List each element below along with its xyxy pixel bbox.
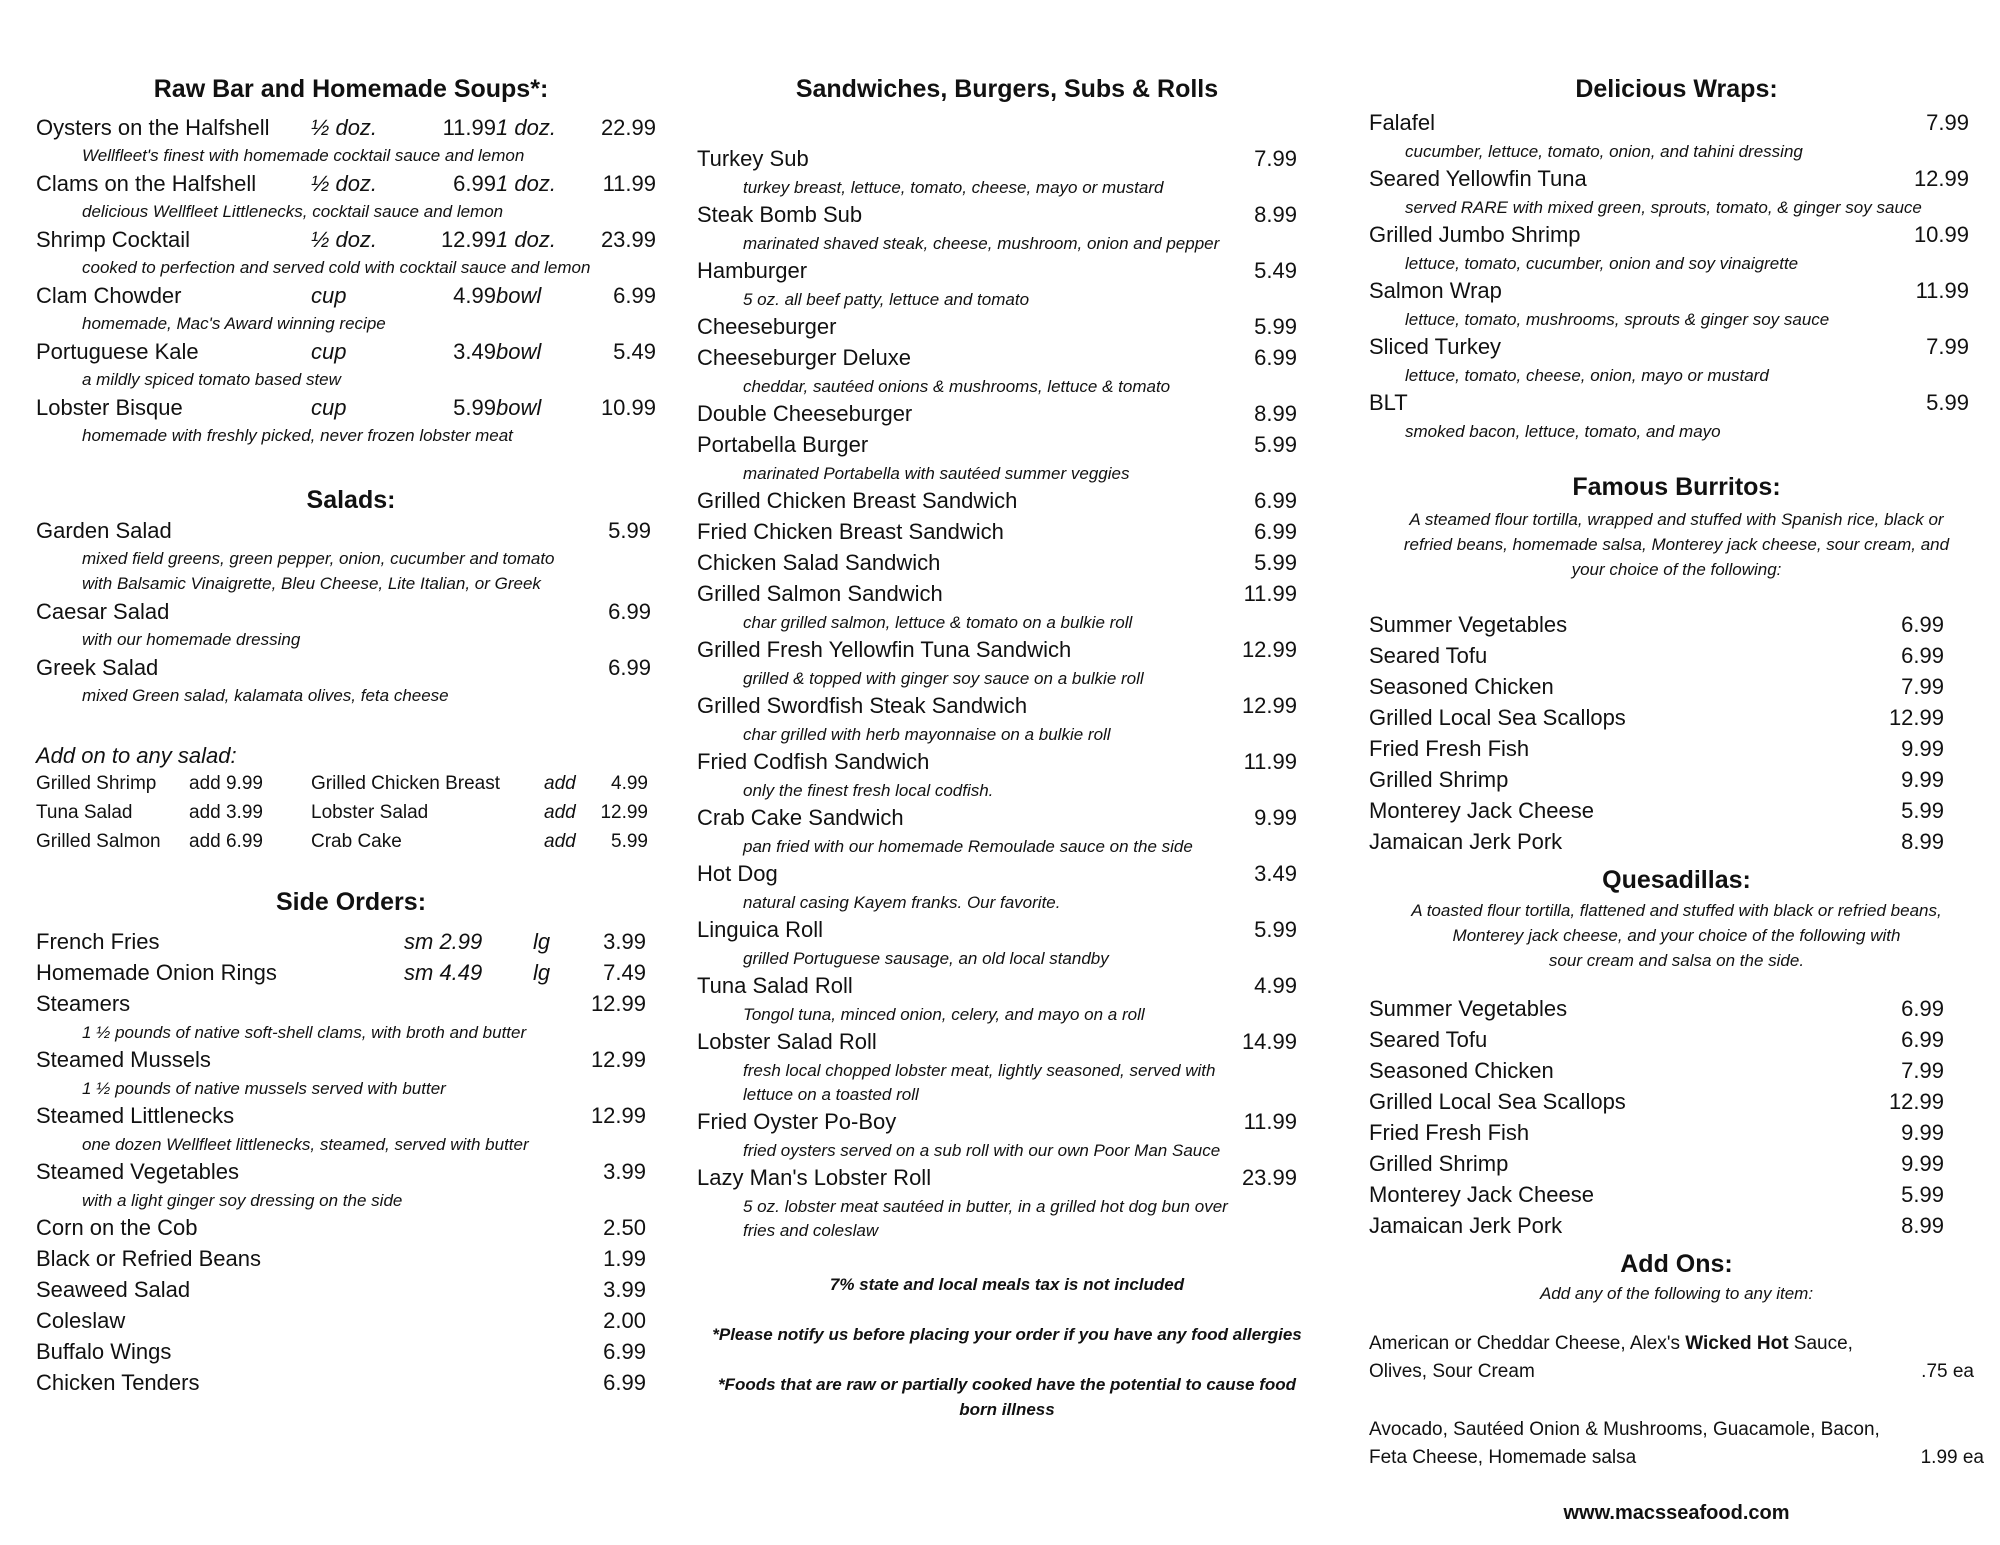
menu-item-name: Sliced Turkey [1369, 334, 1502, 359]
menu-item-name: Clams on the Halfshell [36, 171, 257, 196]
small-price: sm 2.99 [404, 929, 483, 954]
price: 9.99 [1901, 736, 1944, 761]
menu-item-name: Grilled Salmon Sandwich [697, 581, 943, 606]
menu-item-description: a mildly spiced tomato based stew [82, 370, 341, 389]
price: 6.99 [1901, 996, 1944, 1021]
menu-item-description: cheddar, sautéed onions & mushrooms, lettuce & tomato [743, 377, 1171, 396]
menu-item-name: Grilled Local Sea Scallops [1369, 705, 1626, 730]
menu-item-description: lettuce, tomato, cucumber, onion and soy vinaigrette [1405, 254, 1799, 273]
price: 8.99 [1254, 202, 1297, 227]
burritos-intro [1369, 507, 1984, 582]
menu-item-name: Summer Vegetables [1369, 996, 1568, 1021]
price: 6.99 [613, 283, 656, 308]
price: 6.99 [453, 171, 496, 196]
menu-item-name: Jamaican Jerk Pork [1369, 829, 1563, 854]
menu-item-description: one dozen Wellfleet littlenecks, steamed, served with butter [82, 1135, 529, 1154]
price: 12.99 [590, 1103, 646, 1128]
menu-item-description: mixed Green salad, kalamata olives, feta cheese [82, 686, 449, 705]
menu-item-description: fried oysters served on a sub roll with our own Poor Man Sauce [743, 1141, 1221, 1160]
size-label: cup [311, 395, 347, 420]
raw-food-note-2: born illness [959, 1400, 1055, 1419]
burritos-intro-line-3: your choice of the following: [1571, 560, 1782, 579]
price: 5.99 [1254, 314, 1297, 339]
menu-item-name: Fried Oyster Po-Boy [697, 1109, 897, 1134]
addon-name: Crab Cake [311, 831, 402, 852]
price: 12.99 [1888, 705, 1944, 730]
addon-label: add [544, 802, 576, 823]
menu-item-description: lettuce on a toasted roll [743, 1085, 919, 1104]
price: 5.99 [1254, 917, 1297, 942]
price: 3.99 [603, 929, 646, 954]
addon-name: Tuna Salad [36, 802, 133, 823]
menu-item-description: marinated shaved steak, cheese, mushroom, onion and pepper [743, 234, 1220, 253]
price: 12.99 [1913, 166, 1969, 191]
menu-item-description: char grilled with herb mayonnaise on a bulkie roll [743, 725, 1111, 744]
quesadillas-intro [1369, 898, 1984, 973]
menu-item-name: Crab Cake Sandwich [697, 805, 904, 830]
price: 5.49 [613, 339, 656, 364]
addon-name: Lobster Salad [311, 802, 429, 823]
size-label: ½ doz. [311, 115, 378, 140]
price: 8.99 [1901, 1213, 1944, 1238]
menu-item-description: only the finest fresh local codfish. [743, 781, 994, 800]
price: 7.49 [603, 960, 646, 985]
addon-name: Grilled Salmon [36, 831, 161, 852]
addon-price: add 6.99 [189, 831, 263, 852]
price: 6.99 [1901, 612, 1944, 637]
menu-item-description: 5 oz. all beef patty, lettuce and tomato [743, 290, 1030, 309]
menu-item-name: Greek Salad [36, 655, 159, 680]
menu-item-name: Steamed Mussels [36, 1047, 211, 1072]
price: 5.99 [1254, 432, 1297, 457]
price: 6.99 [603, 1339, 646, 1364]
price: 12.99 [590, 1047, 646, 1072]
menu-item-name: Tuna Salad Roll [697, 973, 853, 998]
addon-name: Grilled Shrimp [36, 773, 157, 794]
menu-item-description: grilled Portuguese sausage, an old local standby [743, 949, 1109, 968]
addon-price: 12.99 [600, 802, 648, 823]
size-label: ½ doz. [311, 227, 378, 252]
quesadillas-title: Quesadillas: [1602, 866, 1751, 894]
menu-item-name: Seasoned Chicken [1369, 674, 1554, 699]
menu-item-name: Corn on the Cob [36, 1215, 198, 1240]
raw-food-note: *Foods that are raw or partially cooked have the potential to cause food [717, 1375, 1297, 1394]
size-label: cup [311, 283, 347, 308]
price: 8.99 [1901, 829, 1944, 854]
price: 11.99 [1243, 1109, 1297, 1134]
menu-item-name: Grilled Shrimp [1369, 767, 1509, 792]
burritos-intro-line-1: A steamed flour tortilla, wrapped and stuffed with Spanish rice, black or [1409, 510, 1944, 529]
price: 5.49 [1254, 258, 1297, 283]
menu-item-name: Jamaican Jerk Pork [1369, 1213, 1563, 1238]
menu-item-name: Fried Fresh Fish [1369, 736, 1530, 761]
menu-item-name: Coleslaw [36, 1308, 126, 1333]
menu-item-description: served RARE with mixed green, sprouts, tomato, & ginger soy sauce [1405, 198, 1922, 217]
price: 7.99 [1926, 110, 1969, 135]
price: 5.99 [1254, 550, 1297, 575]
menu-item-description: 5 oz. lobster meat sautéed in butter, in a grilled hot dog bun over [743, 1197, 1228, 1216]
menu-item-name: Seasoned Chicken [1369, 1058, 1554, 1083]
price: 2.00 [603, 1308, 646, 1333]
menu-item-description: Tongol tuna, minced onion, celery, and mayo on a roll [743, 1005, 1145, 1024]
menu-item-name: Oysters on the Halfshell [36, 115, 270, 140]
addons-subtitle: Add any of the following to any item: [1539, 1284, 1814, 1303]
price: 4.99 [1254, 973, 1297, 998]
price: 11.99 [602, 171, 656, 196]
menu-item-name: Seared Yellowfin Tuna [1369, 166, 1587, 191]
addons-price-2: 1.99 ea [1920, 1447, 1984, 1468]
price: 14.99 [1241, 1029, 1297, 1054]
size-label: bowl [496, 395, 542, 420]
menu-item-name: Clam Chowder [36, 283, 182, 308]
price: 12.99 [1888, 1089, 1944, 1114]
menu-item-name: Grilled Chicken Breast Sandwich [697, 488, 1018, 513]
price: 5.99 [1926, 390, 1969, 415]
price: 6.99 [1254, 488, 1297, 513]
addon-label: add [544, 773, 576, 794]
addon-price: add 9.99 [189, 773, 263, 794]
menu-item-description: 1 ½ pounds of native mussels served with butter [82, 1079, 446, 1098]
menu-item-name: Grilled Jumbo Shrimp [1369, 222, 1581, 247]
price: 12.99 [590, 991, 646, 1016]
addon-name: Grilled Chicken Breast [311, 773, 501, 794]
price: 7.99 [1901, 674, 1944, 699]
menu-item-name: Cheeseburger Deluxe [697, 345, 912, 370]
addons-line-3: Avocado, Sautéed Onion & Mushrooms, Guacamole, Bacon, [1369, 1419, 1880, 1440]
website-link[interactable]: www.macsseafood.com [1563, 1502, 1790, 1524]
menu-item-name: Black or Refried Beans [36, 1246, 261, 1271]
tax-note: 7% state and local meals tax is not included [829, 1275, 1185, 1294]
menu-item-description: char grilled salmon, lettuce & tomato on a bulkie roll [743, 613, 1133, 632]
menu-item-name: Monterey Jack Cheese [1369, 798, 1594, 823]
addon-price: add 3.99 [189, 802, 263, 823]
size-label: bowl [496, 339, 542, 364]
price: 23.99 [1241, 1165, 1297, 1190]
menu-item-name: Grilled Shrimp [1369, 1151, 1509, 1176]
price: 5.99 [608, 518, 651, 543]
menu-item-description: with Balsamic Vinaigrette, Bleu Cheese, Lite Italian, or Greek [82, 574, 541, 593]
price: 6.99 [608, 655, 651, 680]
menu-item-name: Homemade Onion Rings [36, 960, 277, 985]
addons-line-1c: Sauce, [1788, 1333, 1853, 1354]
menu-item-description: lettuce, tomato, cheese, onion, mayo or mustard [1405, 366, 1769, 385]
price: 11.99 [1243, 581, 1297, 606]
price: 9.99 [1901, 1120, 1944, 1145]
addons-price-1: .75 ea [1921, 1361, 1974, 1382]
menu-item-name: Caesar Salad [36, 599, 170, 624]
menu-item-description: lettuce, tomato, mushrooms, sprouts & ginger soy sauce [1405, 310, 1830, 329]
menu-item-name: Steamed Vegetables [36, 1159, 240, 1184]
menu-item-name: Grilled Local Sea Scallops [1369, 1089, 1626, 1114]
menu-item-description: Wellfleet's finest with homemade cocktail sauce and lemon [82, 146, 525, 165]
price: 3.49 [453, 339, 496, 364]
menu-item-name: Grilled Fresh Yellowfin Tuna Sandwich [697, 637, 1072, 662]
menu-item-description: homemade, Mac's Award winning recipe [82, 314, 386, 333]
large-label: lg [533, 960, 551, 985]
menu-item-description: with a light ginger soy dressing on the side [82, 1191, 403, 1210]
menu-item-name: Steamers [36, 991, 131, 1016]
price: 3.49 [1254, 861, 1297, 886]
addons-line-1a: American or Cheddar Cheese, Alex's [1369, 1333, 1686, 1354]
small-price: sm 4.49 [404, 960, 483, 985]
price: 5.99 [453, 395, 496, 420]
menu-item-name: Portabella Burger [697, 432, 869, 457]
menu-item-description: fries and coleslaw [743, 1221, 879, 1240]
size-label: ½ doz. [311, 171, 378, 196]
menu-item-name: Monterey Jack Cheese [1369, 1182, 1594, 1207]
addons-line-4: Feta Cheese, Homemade salsa [1369, 1447, 1637, 1468]
menu-item-description: pan fried with our homemade Remoulade sauce on the side [743, 837, 1193, 856]
price: 9.99 [1254, 805, 1297, 830]
menu-item-name: Turkey Sub [697, 146, 809, 171]
burritos-title: Famous Burritos: [1572, 473, 1781, 501]
addon-price: 4.99 [611, 773, 648, 794]
quesadillas-intro-line-1: A toasted flour tortilla, flattened and stuffed with black or refried beans, [1411, 901, 1942, 920]
menu-item-name: Buffalo Wings [36, 1339, 172, 1364]
raw-bar-title: Raw Bar and Homemade Soups*: [153, 75, 549, 103]
menu-item-name: Lobster Bisque [36, 395, 183, 420]
menu-item-name: Salmon Wrap [1369, 278, 1502, 303]
menu-item-description: homemade with freshly picked, never frozen lobster meat [82, 426, 513, 445]
burritos-intro-line-2: refried beans, homemade salsa, Monterey jack cheese, sour cream, and [1403, 535, 1950, 554]
menu-item-name: Chicken Tenders [36, 1370, 200, 1395]
addons-title: Add Ons: [1620, 1250, 1733, 1278]
menu-item-name: BLT [1369, 390, 1408, 415]
menu-item-description: cucumber, lettuce, tomato, onion, and tahini dressing [1405, 142, 1803, 161]
size-label: 1 doz. [496, 115, 556, 140]
addons-line-1 [1369, 1333, 1853, 1355]
price: 2.50 [603, 1215, 646, 1240]
price: 4.99 [453, 283, 496, 308]
price: 3.99 [603, 1159, 646, 1184]
quesadillas-intro-line-2: Monterey jack cheese, and your choice of the following with [1452, 926, 1901, 945]
wicked-hot-text: Wicked Hot [1685, 1333, 1789, 1354]
price: 23.99 [600, 227, 656, 252]
menu-item-name: Seared Tofu [1369, 643, 1488, 668]
addons-line-2: Olives, Sour Cream [1369, 1361, 1535, 1382]
sandwiches-title: Sandwiches, Burgers, Subs & Rolls [795, 75, 1219, 103]
menu-item-name: Hot Dog [697, 861, 778, 886]
menu-item-name: French Fries [36, 929, 160, 954]
price: 9.99 [1901, 1151, 1944, 1176]
addon-label: add [544, 831, 576, 852]
size-label: 1 doz. [496, 171, 556, 196]
price: 6.99 [1901, 643, 1944, 668]
price: 1.99 [603, 1246, 646, 1271]
large-label: lg [533, 929, 551, 954]
price: 5.99 [1901, 1182, 1944, 1207]
addon-price: 5.99 [611, 831, 648, 852]
menu-item-name: Hamburger [697, 258, 808, 283]
menu-item-name: Summer Vegetables [1369, 612, 1568, 637]
menu-item-description: marinated Portabella with sautéed summer veggies [743, 464, 1130, 483]
menu-item-name: Portuguese Kale [36, 339, 199, 364]
price: 12.99 [440, 227, 496, 252]
menu-item-description: grilled & topped with ginger soy sauce on a bulkie roll [743, 669, 1144, 688]
menu-item-name: Double Cheeseburger [697, 401, 913, 426]
price: 6.99 [1254, 519, 1297, 544]
salad-addon-title: Add on to any salad: [36, 743, 237, 768]
price: 6.99 [608, 599, 651, 624]
price: 11.99 [1915, 278, 1969, 303]
menu-item-description: turkey breast, lettuce, tomato, cheese, mayo or mustard [743, 178, 1164, 197]
menu-item-description: with our homemade dressing [82, 630, 301, 649]
price: 10.99 [1913, 222, 1969, 247]
price: 5.99 [1901, 798, 1944, 823]
price: 9.99 [1901, 767, 1944, 792]
price: 6.99 [1901, 1027, 1944, 1052]
menu-item-name: Garden Salad [36, 518, 172, 543]
menu-item-description: 1 ½ pounds of native soft-shell clams, with broth and butter [82, 1023, 527, 1042]
price: 7.99 [1926, 334, 1969, 359]
price: 6.99 [603, 1370, 646, 1395]
price: 7.99 [1254, 146, 1297, 171]
sides-title: Side Orders: [275, 888, 427, 916]
menu-item-description: cooked to perfection and served cold with cocktail sauce and lemon [82, 258, 591, 277]
price: 11.99 [1243, 749, 1297, 774]
price: 11.99 [442, 115, 496, 140]
size-label: bowl [496, 283, 542, 308]
menu-item-name: Shrimp Cocktail [36, 227, 191, 252]
quesadillas-intro-line-3: sour cream and salsa on the side. [1548, 951, 1805, 970]
menu-item-name: Seaweed Salad [36, 1277, 191, 1302]
menu-item-name: Chicken Salad Sandwich [697, 550, 941, 575]
price: 6.99 [1254, 345, 1297, 370]
menu-item-name: Grilled Swordfish Steak Sandwich [697, 693, 1028, 718]
size-label: 1 doz. [496, 227, 556, 252]
menu-item-description: fresh local chopped lobster meat, lightly seasoned, served with [743, 1061, 1216, 1080]
menu-item-description: mixed field greens, green pepper, onion, cucumber and tomato [82, 549, 555, 568]
menu-item-name: Falafel [1369, 110, 1436, 135]
price: 7.99 [1901, 1058, 1944, 1083]
menu-item-name: Fried Fresh Fish [1369, 1120, 1530, 1145]
price: 12.99 [1241, 637, 1297, 662]
size-label: cup [311, 339, 347, 364]
menu-item-name: Lazy Man's Lobster Roll [697, 1165, 932, 1190]
wraps-title: Delicious Wraps: [1575, 75, 1778, 103]
salads-title: Salads: [306, 486, 396, 514]
menu-item-name: Linguica Roll [697, 917, 823, 942]
menu-item-name: Fried Codfish Sandwich [697, 749, 930, 774]
menu-item-description: natural casing Kayem franks. Our favorite. [743, 893, 1061, 912]
allergy-note: *Please notify us before placing your order if you have any food allergies [712, 1325, 1302, 1344]
menu-item-name: Cheeseburger [697, 314, 837, 339]
menu-item-name: Steak Bomb Sub [697, 202, 863, 227]
price: 3.99 [603, 1277, 646, 1302]
menu-item-description: smoked bacon, lettuce, tomato, and mayo [1405, 422, 1721, 441]
price: 10.99 [600, 395, 656, 420]
menu-item-description: delicious Wellfleet Littlenecks, cocktail sauce and lemon [82, 202, 504, 221]
menu-item-name: Lobster Salad Roll [697, 1029, 877, 1054]
menu-item-name: Seared Tofu [1369, 1027, 1488, 1052]
price: 22.99 [600, 115, 656, 140]
menu-item-name: Steamed Littlenecks [36, 1103, 235, 1128]
price: 8.99 [1254, 401, 1297, 426]
price: 12.99 [1241, 693, 1297, 718]
menu-item-name: Fried Chicken Breast Sandwich [697, 519, 1004, 544]
